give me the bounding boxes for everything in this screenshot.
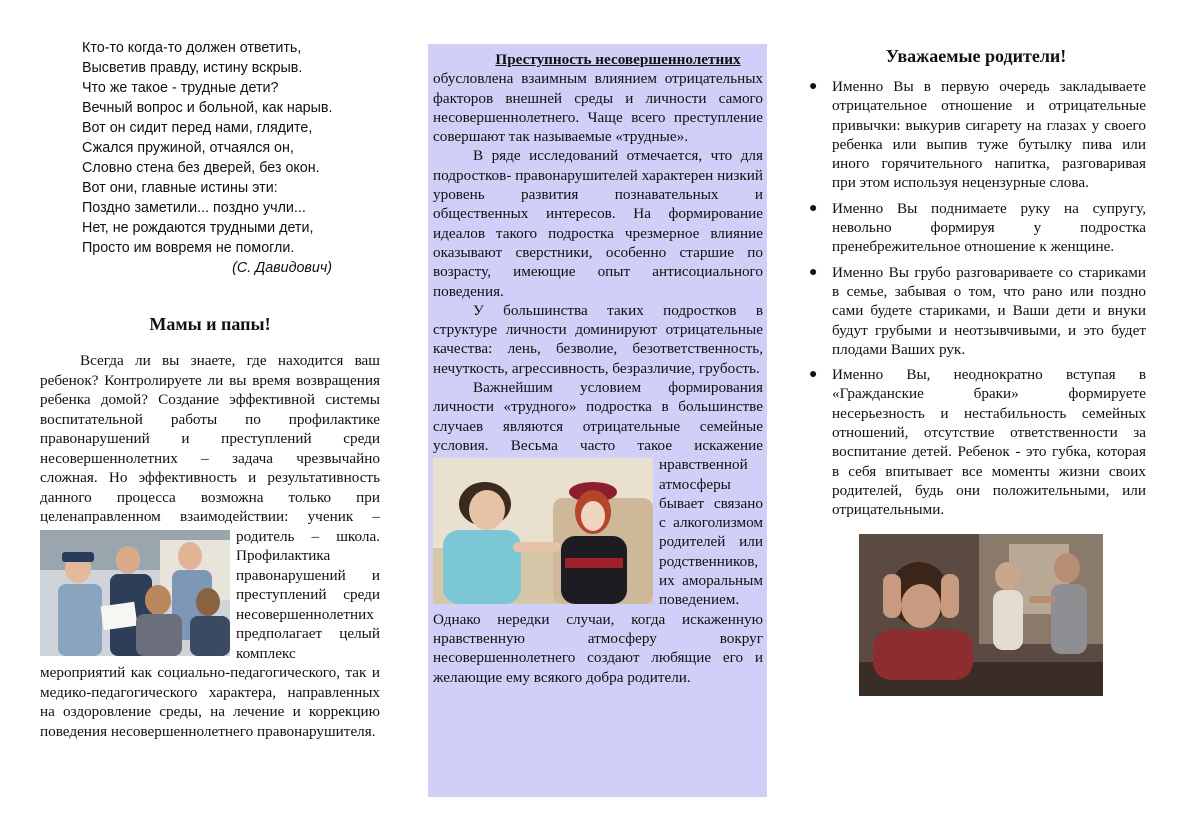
list-item [806,365,1146,519]
warnings-list [806,77,1146,520]
poem-line: Словно стена без дверей, без окон. [82,160,320,176]
poem-author: (С. Давидович) [232,260,332,276]
poem-line: Кто-то когда-то должен ответить, [82,40,302,56]
poem-line: Что же такое - трудные дети? [82,80,279,96]
parents-heading: Мамы и папы! [149,314,271,334]
poem-line: Вечный вопрос и больной, как нарыв. [82,100,333,116]
poem-line: Вот он сидит перед нами, глядите, [82,120,313,136]
police-officers-with-children-photo [40,530,230,656]
bullet-icon: ● [809,200,818,216]
poem-line: Нет, не рождаются трудными дети, [82,220,314,236]
middle-column-panel [428,44,767,797]
right-column [806,46,1146,696]
middle-paragraph [433,69,763,146]
parent-scolding-teenager-photo [433,458,653,604]
poem-line: Вот они, главные истины эти: [82,180,278,196]
bullet-icon: ● [809,79,818,94]
left-paragraph [40,351,380,741]
middle-p2-text: В ряде исследований отмечается, что для подростков- правонарушителей характерен низкий уровень развития познавательных и общественных интересов. На формирование идеалов такого подростка чрезмерное влияние оказывают сверстники, особенно старшие по возрасту, имеющие опыт антисоциального поведения. [433,147,763,300]
middle-title-line [433,50,763,69]
middle-article [428,44,767,687]
list-item [806,199,1146,257]
bullet-icon: ● [809,367,818,383]
bullet-icon: ● [809,264,818,280]
left-column [40,38,380,741]
middle-p1-text: обусловлена взаимным влиянием отрицательных факторов внешней среды и личности самого несовершеннолетнего. Чаще всего преступление совершают так называемые «трудные». [433,70,763,146]
list-item [806,77,1146,193]
family-conflict-photo [859,534,1103,696]
poem-line: Поздно заметили... поздно учли... [82,200,306,216]
middle-p3-text: У большинства таких подростков в структуре личности доминируют отрицательные качества: лень, безволие, безответственность, нечуткость, агрессивность, безразличие, грубость. [433,301,763,377]
list-item-text: Именно Вы поднимаете руку на супругу, невольно формируя у подростка пренебрежительное отношение к женщине. [832,199,1146,256]
middle-p4-text-before-photo: Важнейшим условием формирования личности «трудного» подростка в большинстве случаев являются отрицательные семейные условия. Весьма часто [433,379,763,454]
middle-paragraph [433,301,763,378]
middle-paragraph [433,378,763,687]
left-paragraph-text-before-photo: Всегда ли вы знаете, где находится ваш ребенок? Контролируете ли вы время возвращения ребенка домой? Создание эффективной системы воспитательной работы по профилактике правонарушений и преступлений среди несовершеннолетних – задача чрезвычайно сложная. Но эффективность и результативность данного процесса возможна только при целенаправленном взаимодействии: ученик – родитель – [40,352,380,545]
dear-parents-heading: Уважаемые родители! [885,46,1067,66]
middle-paragraph [433,146,763,300]
poem-line: Высветив правду, истину вскрыв. [82,60,303,76]
article-title: Преступность несовершеннолетних [495,51,741,68]
poem-line: Сжался пружиной, отчаялся он, [82,140,294,156]
list-item [806,263,1146,359]
poem [82,38,380,278]
list-item-text: Именно Вы в первую очередь закладываете отрицательное отношение и отрицательные привычки: выкурив сигарету на глазах у своего ребенка или выпив туже бутылку пива или иного горячительного напитка, разговаривая при этом используя нецензурные слова. [832,78,1146,192]
list-item-text: Именно Вы грубо разговариваете со стариками в семье, забывая о том, что рано или поздно сами будете стариками, и Ваши дети и внуки будут грубыми и неотзывчивыми, и это будет плодами Ваших рук. [832,263,1146,358]
left-paragraph-text-after-photo: школа. Профилактика правонарушений и преступлений среди несовершеннолетних предполагает целый комплекс мероприятий как социально-педагогического, так и медико-педагогического характера, направленных на оздоровление среды, на лечение и коррекцию поведения несовершеннолетнего правонарушителя. [40,527,380,740]
left-article [40,351,380,741]
middle-p4-text-after-photo: такое искажение нравственной атмосферы бывает связано с алкоголизмом родителей или родственников, их аморальным поведением. Однако нередки случаи, когда искаженную нравственную атмосферу вокруг несовершеннолетнего создают любящие его и желающие ему всякого добра родители. [433,436,764,686]
list-item-text: Именно Вы, неоднократно вступая в «Гражданские браки» формируете несерьезность и нестабильность семейных отношений, отсутствие ответственности за воспитание детей. Ребенок - это губка, которая в себя впитывает все моменты жизни своих родителей, будь они положительными, или отрицательными. [832,366,1146,519]
poem-line: Просто им вовремя не помогли. [82,240,295,256]
